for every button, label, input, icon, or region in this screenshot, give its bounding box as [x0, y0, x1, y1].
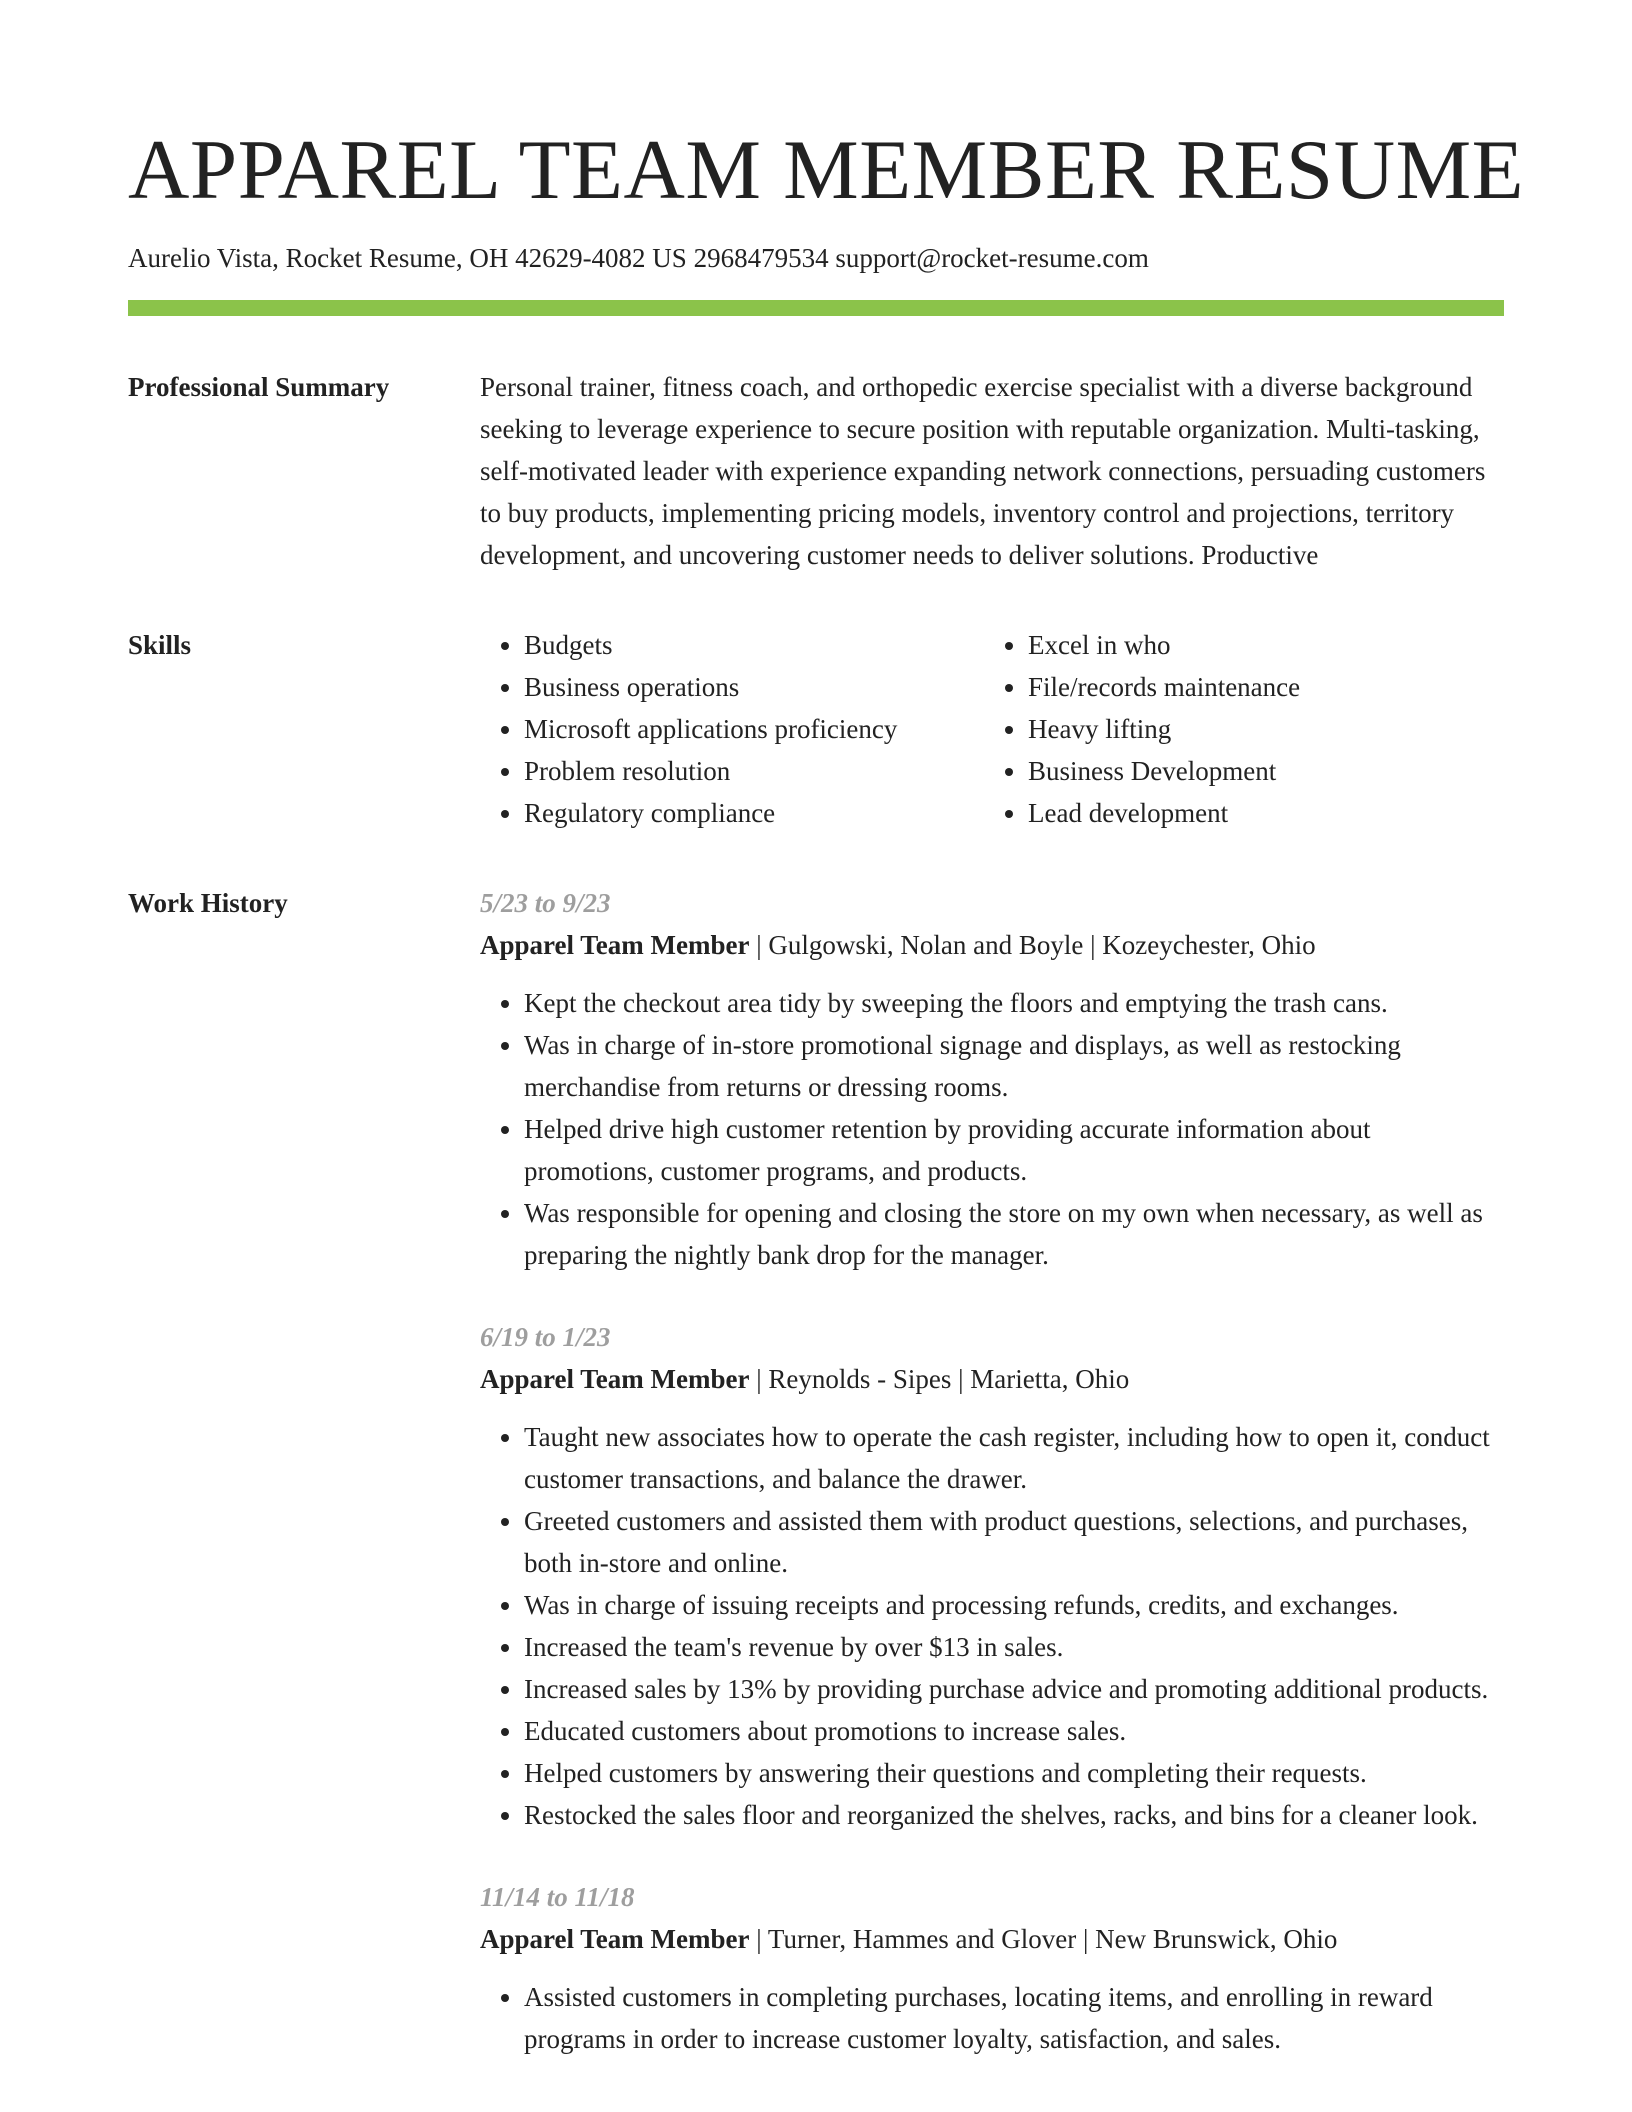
job-duty: • Was responsible for opening and closing the store on my own when necessary, as well as preparing the nightly bank drop for the manager. — [524, 1192, 1504, 1276]
work-history-heading: Work History — [128, 888, 288, 918]
job-duties — [480, 982, 1504, 1276]
job-duty: • Was in charge of in-store promotional signage and displays, as well as restocking merchandise from returns or dressing rooms. — [524, 1024, 1504, 1108]
skill-item: • Lead development — [1028, 792, 1504, 834]
accent-divider — [128, 300, 1504, 316]
job-title: Apparel Team Member — [480, 930, 750, 960]
job-dates: 5/23 to 9/23 — [480, 888, 611, 918]
skill-item: • File/records maintenance — [1028, 666, 1504, 708]
skill-item: • Business operations — [524, 666, 984, 708]
skill-item: • Microsoft applications proficiency — [524, 708, 984, 750]
skills-list-left — [480, 624, 984, 834]
job-employer-location: | Turner, Hammes and Glover | New Brunswick, Ohio — [749, 1924, 1338, 1954]
summary-body — [480, 366, 1504, 576]
summary-heading: Professional Summary — [128, 372, 390, 402]
job-duty: • Increased the team's revenue by over $13 in sales. — [524, 1626, 1504, 1668]
job-duties — [480, 1416, 1504, 1836]
job-entry — [480, 1876, 1504, 2060]
job-employer-location: | Gulgowski, Nolan and Boyle | Kozeychester, Ohio — [749, 930, 1316, 960]
summary-section — [128, 366, 1504, 576]
job-duty: • Kept the checkout area tidy by sweeping the floors and emptying the trash cans. — [524, 982, 1504, 1024]
job-heading — [480, 1358, 1504, 1400]
skill-item: • Heavy lifting — [1028, 708, 1504, 750]
job-title: Apparel Team Member — [480, 1924, 750, 1954]
skill-item: • Problem resolution — [524, 750, 984, 792]
job-title: Apparel Team Member — [480, 1364, 750, 1394]
job-duties — [480, 1976, 1504, 2060]
summary-text: Personal trainer, fitness coach, and orthopedic exercise specialist with a diverse background seeking to leverage experience to secure position with reputable organization. Multi-tasking, self-motivated leader with experience expanding network connections, persuading customers to buy products, implementing pricing models, inventory control and projections, territory development, and uncovering customer needs to deliver solutions. Productive — [480, 372, 1486, 570]
work-history-section — [128, 882, 1504, 2100]
job-duty: • Educated customers about promotions to increase sales. — [524, 1710, 1504, 1752]
job-heading — [480, 924, 1504, 966]
job-dates: 6/19 to 1/23 — [480, 1322, 611, 1352]
job-employer-location: | Reynolds - Sipes | Marietta, Ohio — [749, 1364, 1130, 1394]
job-dates: 11/14 to 11/18 — [480, 1882, 635, 1912]
job-duty: • Increased sales by 13% by providing purchase advice and promoting additional products. — [524, 1668, 1504, 1710]
job-duty: • Was in charge of issuing receipts and processing refunds, credits, and exchanges. — [524, 1584, 1504, 1626]
job-duty: • Helped drive high customer retention by providing accurate information about promotions, customer programs, and products. — [524, 1108, 1504, 1192]
job-heading — [480, 1918, 1504, 1960]
job-duty: • Greeted customers and assisted them with product questions, selections, and purchases, both in-store and online. — [524, 1500, 1504, 1584]
skills-body — [480, 624, 1504, 834]
skills-section — [128, 624, 1504, 834]
job-entry — [480, 882, 1504, 1276]
skill-item: • Excel in who — [1028, 624, 1504, 666]
job-duty: • Helped customers by answering their questions and completing their requests. — [524, 1752, 1504, 1794]
contact-line: Aurelio Vista, Rocket Resume, OH 42629-4082 US 2968479534 support@rocket-resume.com — [128, 243, 1149, 273]
skill-item: • Regulatory compliance — [524, 792, 984, 834]
job-entry — [480, 1316, 1504, 1836]
skill-item: • Business Development — [1028, 750, 1504, 792]
job-duty: • Restocked the sales floor and reorganized the shelves, racks, and bins for a cleaner look. — [524, 1794, 1504, 1836]
job-duty: • Assisted customers in completing purchases, locating items, and enrolling in reward programs in order to increase customer loyalty, satisfaction, and sales. — [524, 1976, 1504, 2060]
skill-item: • Budgets — [524, 624, 984, 666]
skills-list-right — [984, 624, 1504, 834]
work-history-body — [480, 882, 1504, 2100]
resume-title: APPAREL TEAM MEMBER RESUME — [128, 123, 1525, 217]
job-duty: • Taught new associates how to operate the cash register, including how to open it, conduct customer transactions, and balance the drawer. — [524, 1416, 1504, 1500]
resume-page — [128, 0, 1525, 2100]
skills-heading: Skills — [128, 630, 192, 660]
